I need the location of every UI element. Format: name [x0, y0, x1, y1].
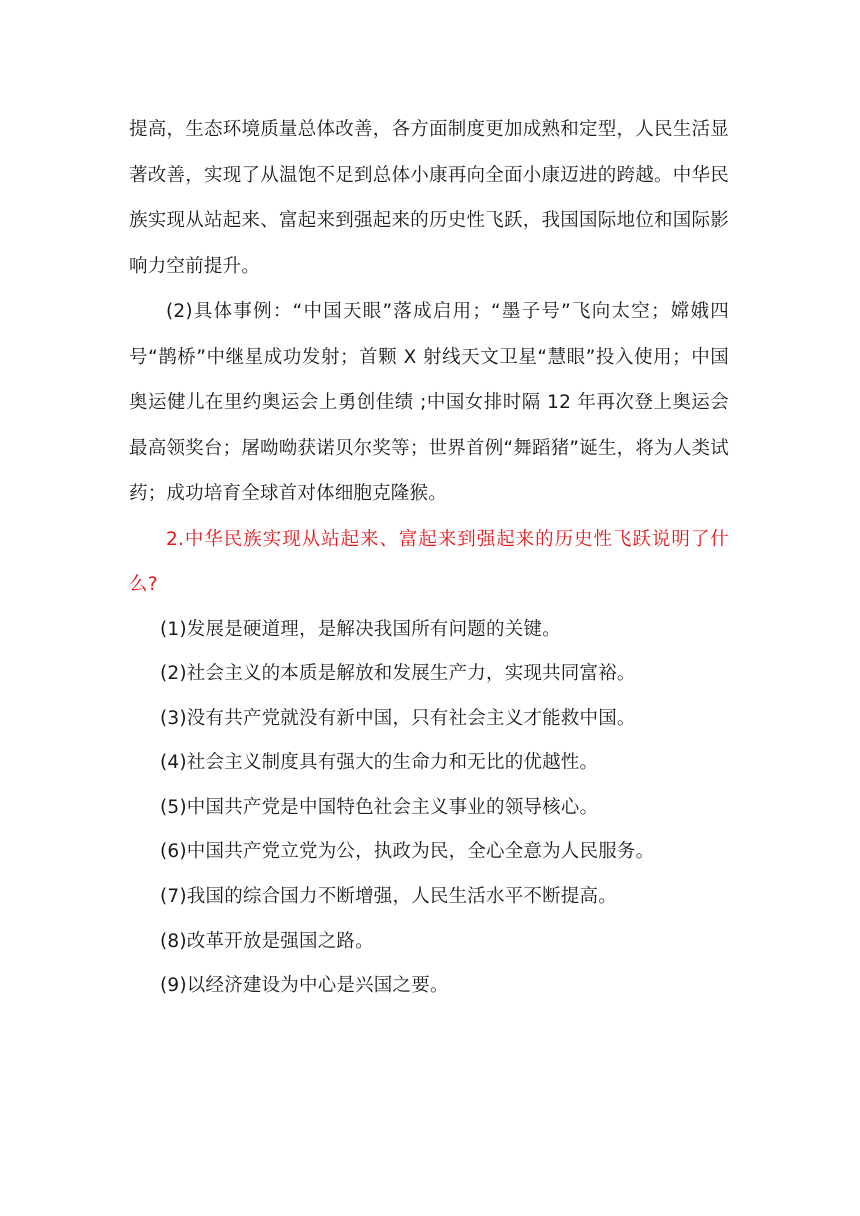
answer-item-3: (3)没有共产党就没有新中国，只有社会主义才能救中国。: [160, 707, 636, 729]
answer-item-7: (7)我国的综合国力不断增强，人民生活水平不断提高。: [160, 886, 617, 908]
answer-item-8: (8)改革开放是强国之路。: [160, 930, 374, 952]
answer-item-5: (5)中国共产党是中国特色社会主义事业的领导核心。: [160, 796, 599, 818]
answer-item-1: (1)发展是硬道理，是解决我国所有问题的关键。: [160, 618, 561, 640]
answer-item-6: (6)中国共产党立党为公，执政为民，全心全意为人民服务。: [160, 841, 655, 863]
question-heading: 2.中华民族实现从站起来、富起来到强起来的历史性飞跃说明了什么?: [129, 528, 729, 595]
paragraph-intro: 提高，生态环境质量总体改善，各方面制度更加成熟和定型，人民生活显著改善，实现了从温饱不足到总体小康再向全面小康迈进的跨越。中华民族实现从站起来、富起来到强起来的历史性飞跃，我国国际地位和国际影响力空前提升。: [129, 119, 729, 277]
answer-item-4: (4)社会主义制度具有强大的生命力和无比的优越性。: [160, 752, 599, 774]
paragraph-examples: (2)具体事例：“中国天眼”落成启用；“墨子号”飞向太空；嫦娥四号“鹊桥”中继星成功发射；首颗 X 射线天文卫星“慧眼”投入使用；中国奥运健儿在里约奥运会上勇创佳绩 ;中国女排时隔 12 年再次登上奥运会最高领奖台；屠呦呦获诺贝尔奖等；世界首例“舞蹈猪”诞生，将为人类试药；成功培育全球首对体细胞克隆猴。: [129, 301, 729, 504]
document-content: [129, 107, 729, 1009]
answer-item-9: (9)以经济建设为中心是兴国之要。: [160, 975, 449, 997]
answer-item-2: (2)社会主义的本质是解放和发展生产力，实现共同富裕。: [160, 663, 636, 685]
